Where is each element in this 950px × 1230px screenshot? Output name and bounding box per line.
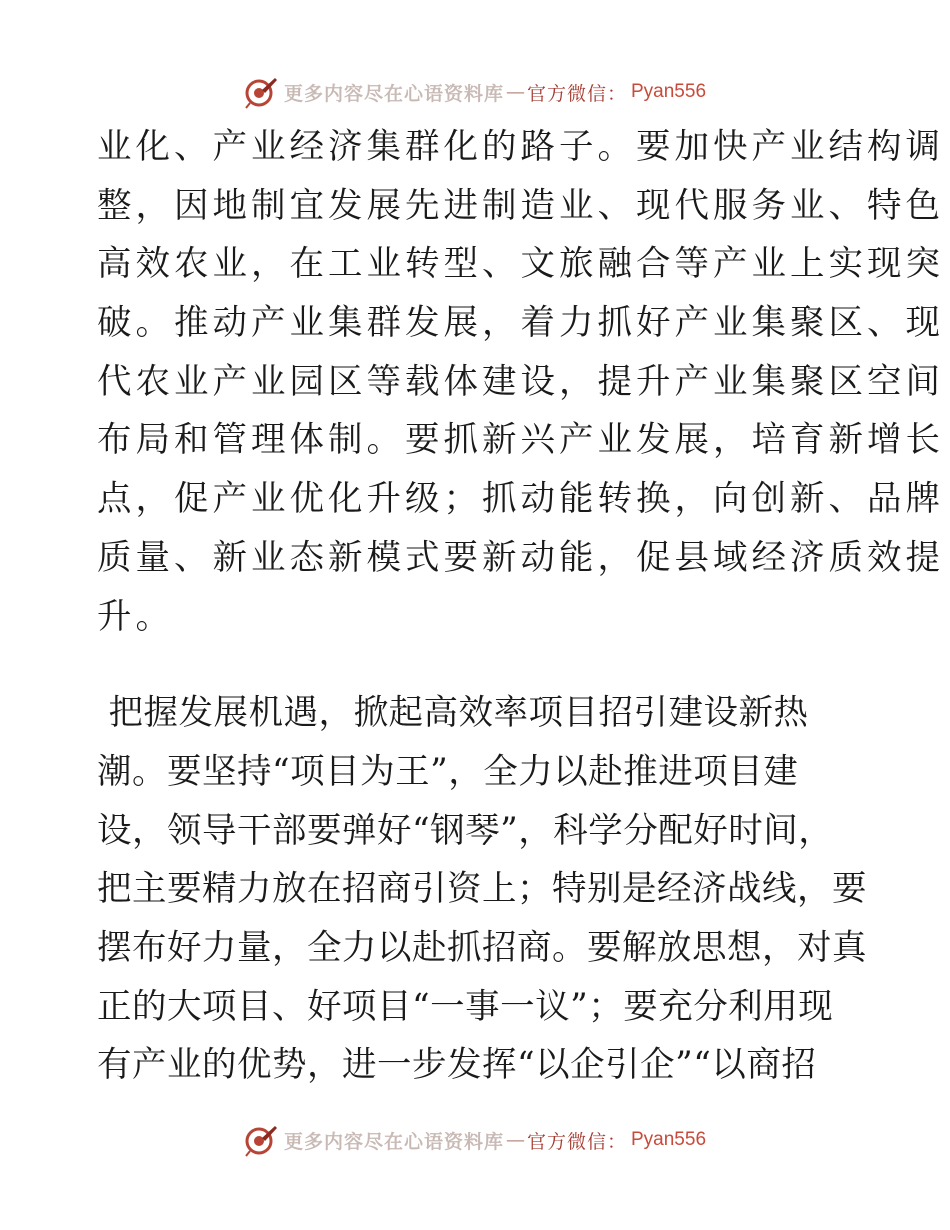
header-banner-dash: — [505, 81, 525, 103]
paragraph-2 [97, 684, 867, 1095]
text-line: 整，因地制宜发展先进制造业、现代服务业、特色 [97, 185, 944, 226]
text-line: 布局和管理体制。要抓新兴产业发展，培育新增长 [97, 420, 944, 461]
text-line: 代农业产业园区等载体建设，提升产业集聚区空间 [97, 361, 944, 402]
text-line: 摆布好力量，全力以赴抓招商。要解放思想，对真 [97, 927, 867, 968]
footer-banner-text: 更多内容尽在心语资料库 [283, 1130, 504, 1153]
text-line: 点，促产业优化升级；抓动能转换，向创新、品牌 [97, 479, 944, 520]
text-line: 升。 [97, 596, 174, 637]
text-line: 有产业的优势，进一步发挥“以企引企”“以商招 [97, 1045, 817, 1086]
header-banner [0, 70, 950, 114]
text-line: 正的大项目、好项目“一事一议”；要充分利用现 [97, 986, 834, 1027]
footer-wechat-label: 官方微信： [526, 1130, 627, 1153]
text-line: 质量、新业态新模式要新动能，促县域经济质效提 [97, 537, 944, 578]
paragraph-1 [97, 118, 944, 646]
pen-logo-icon [244, 75, 278, 109]
header-banner-text: 更多内容尽在心语资料库 [283, 82, 504, 105]
document-body [97, 118, 944, 1095]
text-line: 把握发展机遇，掀起高效率项目招引建设新热 [97, 693, 809, 734]
pen-logo-icon [244, 1123, 278, 1157]
text-line: 业化、产业经济集群化的路子。要加快产业结构调 [97, 127, 944, 167]
text-line: 把主要精力放在招商引资上；特别是经济战线，要 [97, 869, 867, 910]
footer-banner [0, 1118, 950, 1162]
text-line: 设，领导干部要弹好“钢琴”，科学分配好时间， [97, 810, 834, 851]
text-line: 高效农业，在工业转型、文旅融合等产业上实现突 [97, 244, 944, 285]
header-wechat-id: Pyan556 [631, 81, 707, 102]
footer-banner-dash: — [505, 1129, 525, 1151]
text-line: 破。推动产业集群发展，着力抓好产业集聚区、现 [97, 303, 944, 344]
footer-wechat-id: Pyan556 [631, 1129, 707, 1150]
header-wechat-label: 官方微信： [526, 82, 627, 105]
text-line: 潮。要坚持“项目为王”，全力以赴推进项目建 [97, 751, 799, 792]
